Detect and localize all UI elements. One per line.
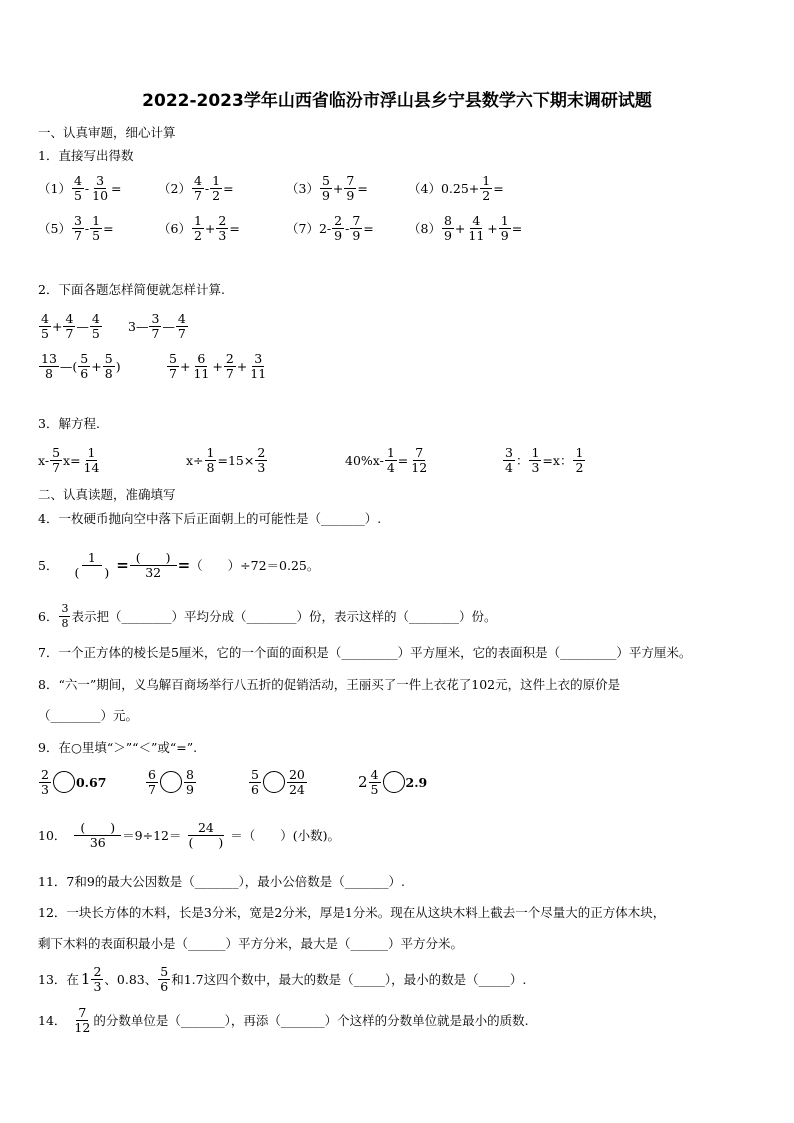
q9-right-fraction: $\frac{8}{9}$ bbox=[185, 766, 194, 797]
q13-fraction-2: $\frac{5}{6}$ bbox=[160, 963, 169, 994]
q1-item bbox=[158, 173, 234, 203]
q1-item-operator: + bbox=[332, 180, 344, 196]
compare-circle[interactable] bbox=[383, 771, 405, 793]
q1-item-operator: + bbox=[454, 220, 466, 236]
q12-line2: 剩下木料的表面积最小是（______）平方分米，最大是（______）平方分米。 bbox=[38, 936, 464, 951]
q3-item-fraction: $\frac{1}{3}$ bbox=[531, 444, 540, 475]
q2-item-operator: —( bbox=[59, 358, 78, 374]
q1-item-operator: = bbox=[103, 220, 114, 236]
q6-fraction: $\frac{3}{8}$ bbox=[61, 601, 69, 630]
q1-item-operator: - bbox=[84, 220, 90, 236]
q13-middle: 、0.83、 bbox=[104, 972, 158, 987]
q1-item-operator: = bbox=[111, 180, 122, 196]
q13-fraction-1: $\frac{2}{3}$ bbox=[93, 963, 102, 994]
q1-item bbox=[158, 213, 240, 243]
q1-item-fraction: $\frac{1}{2}$ bbox=[212, 172, 221, 203]
q1-item-number: （5） bbox=[38, 221, 71, 236]
q13-whole: 1 bbox=[80, 970, 91, 988]
q10-fraction-1: $\frac{( )}{36}$ bbox=[74, 821, 121, 850]
q8-line1: 8．“六一”期间，义乌解百商场举行八五折的促销活动，王丽买了一件上衣花了102元，这件上衣的原价是 bbox=[38, 677, 621, 692]
q5-number: 5． bbox=[38, 558, 59, 573]
q2-item-fraction: $\frac{4}{7}$ bbox=[177, 310, 186, 341]
q3-item-operator: ： bbox=[515, 453, 529, 468]
q2-item-fraction: $\frac{4}{7}$ bbox=[65, 310, 74, 341]
q1-item-fraction: $\frac{7}{9}$ bbox=[346, 172, 355, 203]
q1-item-operator: = bbox=[363, 220, 374, 236]
q9-item bbox=[358, 767, 427, 797]
q5-fraction-1: $\frac{1}{( )}$ bbox=[74, 549, 110, 580]
q9-item bbox=[38, 767, 106, 797]
section-2-heading: 二、认真读题，准确填写 bbox=[38, 487, 176, 502]
q2-item-fraction: $\frac{5}{8}$ bbox=[104, 350, 113, 381]
q9-left-fraction: $\frac{5}{6}$ bbox=[251, 766, 259, 797]
q10 bbox=[38, 816, 340, 854]
q1-item-operator: = bbox=[223, 180, 234, 196]
page-title: 2022-2023学年山西省临汾市浮山县乡宁县数学六下期末调研试题 bbox=[142, 91, 652, 111]
q1-item-fraction: $\frac{4}{11}$ bbox=[468, 212, 485, 243]
q5: 5． $\frac{1}{( )}$ = $\frac{( )}{32}$ = （ ）÷72＝0.25。 bbox=[38, 549, 320, 580]
q3-item-fraction: $\frac{5}{7}$ bbox=[52, 444, 61, 475]
q3-item-fraction: $\frac{1}{2}$ bbox=[575, 444, 584, 475]
q11: 11．7和9的最大公因数是（_______），最小公倍数是（_______）. bbox=[38, 874, 406, 889]
q10-number: 10． bbox=[38, 828, 67, 843]
q1-item-fraction: $\frac{1}{2}$ bbox=[193, 212, 202, 243]
q6-text: 表示把（________）平均分成（________）份，表示这样的（________）份。 bbox=[71, 609, 497, 624]
q2-item-fraction: $\frac{2}{7}$ bbox=[225, 350, 234, 381]
q1-item-operator: = bbox=[493, 180, 504, 196]
q3-item-operator: = bbox=[397, 452, 409, 468]
q1-item-fraction: $\frac{3}{10}$ bbox=[92, 172, 109, 203]
q13-number: 13．在 bbox=[38, 972, 79, 987]
q2-item-operator: — bbox=[76, 318, 89, 334]
q1-item-fraction: $\frac{8}{9}$ bbox=[443, 212, 452, 243]
q3-item-operator: =x： bbox=[542, 453, 573, 468]
q2-item-operator: + bbox=[236, 358, 248, 374]
q2-label: 2．下面各题怎样简便就怎样计算. bbox=[38, 282, 225, 297]
q1-item-fraction: $\frac{1}{5}$ bbox=[92, 212, 101, 243]
q3-item-operator: x÷ bbox=[186, 452, 204, 468]
q3-item-operator: x- bbox=[38, 452, 50, 468]
q1-item bbox=[286, 213, 374, 243]
q2-item bbox=[166, 351, 269, 381]
q8-line2: （________）元。 bbox=[38, 708, 139, 723]
q1-item bbox=[38, 173, 122, 203]
q2-item bbox=[38, 311, 103, 341]
q1-item-operator: - bbox=[204, 180, 210, 196]
q1-item-fraction: $\frac{2}{9}$ bbox=[334, 212, 343, 243]
q3-item-fraction: $\frac{7}{12}$ bbox=[411, 444, 428, 475]
q9-label: 9．在○里填“＞”“＜”或“=”. bbox=[38, 740, 198, 755]
q9-left-fraction: $\frac{2}{3}$ bbox=[41, 766, 49, 797]
q10-tail: ＝（ ）(小数)。 bbox=[230, 828, 341, 843]
q10-fraction-2: $\frac{24}{( )}$ bbox=[188, 819, 224, 850]
q2-item-fraction: $\frac{6}{11}$ bbox=[193, 350, 210, 381]
q2-item-fraction: $\frac{3}{11}$ bbox=[250, 350, 267, 381]
q1-item-number: （1） bbox=[38, 181, 71, 196]
q2-item-fraction: $\frac{3}{7}$ bbox=[151, 310, 160, 341]
q3-item-fraction: $\frac{1}{14}$ bbox=[83, 444, 100, 475]
q1-item-operator: = bbox=[357, 180, 368, 196]
q9-item bbox=[145, 767, 197, 797]
q1-item-fraction: $\frac{2}{3}$ bbox=[218, 212, 227, 243]
q9-right-value: 0.67 bbox=[75, 774, 107, 790]
q1-item bbox=[38, 213, 114, 243]
q1-item-number: （3） bbox=[286, 181, 319, 196]
q2-item-operator: + bbox=[51, 318, 63, 334]
q3-item-fraction: $\frac{1}{4}$ bbox=[386, 444, 395, 475]
q2-item-operator: — bbox=[162, 318, 175, 334]
q6-number: 6． bbox=[38, 609, 59, 624]
q1-item-number: （4） bbox=[408, 181, 441, 196]
q1-item-operator: = bbox=[511, 220, 523, 236]
q5-tail: （ ）÷72＝0.25。 bbox=[190, 558, 320, 573]
q1-item-fraction: $\frac{7}{9}$ bbox=[352, 212, 361, 243]
q3-item bbox=[345, 445, 430, 475]
q9-right-fraction: $\frac{20}{24}$ bbox=[288, 766, 305, 797]
q1-item-number: （6） bbox=[158, 221, 191, 236]
q14 bbox=[38, 1005, 529, 1035]
q10-middle: ＝9÷12＝ bbox=[122, 828, 182, 843]
q1-item-fraction: $\frac{4}{5}$ bbox=[73, 172, 82, 203]
section-1-heading: 一、认真审题，细心计算 bbox=[38, 125, 176, 140]
q2-item-operator: 3— bbox=[128, 318, 149, 334]
compare-circle[interactable] bbox=[263, 771, 285, 793]
q9-item bbox=[248, 767, 308, 797]
q6 bbox=[38, 601, 496, 631]
q1-item bbox=[408, 173, 504, 203]
q1-item bbox=[408, 213, 522, 243]
q3-label: 3．解方程. bbox=[38, 416, 100, 431]
q1-item-number: （8） bbox=[408, 221, 441, 236]
q14-tail: 的分数单位是（_______），再添（_______）个这样的分数单位就是最小的质数. bbox=[93, 1013, 529, 1028]
q2-item-operator: ) bbox=[115, 358, 121, 374]
q1-item-operator: = bbox=[229, 220, 240, 236]
q13 bbox=[38, 964, 526, 994]
q1-item-fraction: $\frac{5}{9}$ bbox=[321, 172, 330, 203]
q1-item-number: （2） bbox=[158, 181, 191, 196]
compare-circle[interactable] bbox=[160, 771, 182, 793]
q3-item bbox=[186, 445, 268, 475]
q1-item bbox=[286, 173, 368, 203]
q2-item-operator: + bbox=[212, 358, 223, 374]
q9-left-fraction: $\frac{6}{7}$ bbox=[148, 766, 156, 797]
q3-item-fraction: $\frac{2}{3}$ bbox=[257, 444, 266, 475]
q1-item-number: （7） bbox=[286, 221, 319, 236]
q9-right-value: 2.9 bbox=[405, 774, 428, 790]
q2-item-fraction: $\frac{4}{5}$ bbox=[91, 310, 100, 341]
q2-item-fraction: $\frac{4}{5}$ bbox=[41, 310, 49, 341]
q1-item-operator: + bbox=[487, 220, 498, 236]
q1-label: 1．直接写出得数 bbox=[38, 148, 134, 163]
q2-item-operator: + bbox=[91, 358, 102, 374]
q1-item-operator: 2- bbox=[318, 220, 332, 236]
q1-item-fraction: $\frac{1}{2}$ bbox=[482, 172, 491, 203]
q5-fraction-2: $\frac{( )}{32}$ bbox=[130, 551, 177, 580]
q3-item-operator: x= bbox=[63, 452, 81, 468]
q7: 7．一个正方体的棱长是5厘米，它的一个面的面积是（_________）平方厘米，它的表面积是（_________）平方厘米。 bbox=[38, 645, 692, 660]
q3-item-operator: 40%x- bbox=[345, 452, 384, 468]
compare-circle[interactable] bbox=[53, 771, 75, 793]
q3-item-fraction: $\frac{1}{8}$ bbox=[206, 444, 215, 475]
q2-item-fraction: $\frac{5}{7}$ bbox=[169, 350, 177, 381]
q1-item-operator: 0.25+ bbox=[440, 180, 480, 196]
q2-item bbox=[38, 351, 121, 381]
q2-item-fraction: $\frac{5}{6}$ bbox=[80, 350, 89, 381]
q2-item-fraction: $\frac{13}{8}$ bbox=[41, 350, 57, 381]
q14-fraction: $\frac{7}{12}$ bbox=[74, 1004, 91, 1035]
q14-number: 14． bbox=[38, 1013, 67, 1028]
q2-item bbox=[128, 311, 189, 341]
q3-item bbox=[38, 445, 102, 475]
q3-item bbox=[502, 445, 586, 475]
q2-item-operator: + bbox=[179, 358, 191, 374]
q1-item-operator: - bbox=[345, 220, 350, 236]
q12-line1: 12．一块长方体的木料，长是3分米，宽是2分米，厚是1分米。现在从这块木料上截去一个尽量大的正方体木块， bbox=[38, 905, 666, 920]
q1-item-operator: + bbox=[204, 220, 216, 236]
q1-item-operator: - bbox=[84, 180, 90, 196]
q9-whole: 2 bbox=[358, 773, 368, 791]
q1-item-fraction: $\frac{1}{9}$ bbox=[500, 212, 509, 243]
q3-item-fraction: $\frac{3}{4}$ bbox=[505, 444, 513, 475]
q13-tail: 和1.7这四个数中，最大的数是（_____），最小的数是（_____）. bbox=[171, 972, 527, 987]
q1-item-fraction: $\frac{4}{7}$ bbox=[193, 172, 202, 203]
q9-left-fraction: $\frac{4}{5}$ bbox=[370, 766, 379, 797]
q1-item-fraction: $\frac{3}{7}$ bbox=[73, 212, 82, 243]
q4: 4．一枚硬币抛向空中落下后正面朝上的可能性是（_______）. bbox=[38, 511, 382, 526]
q3-item-operator: =15× bbox=[217, 452, 255, 468]
